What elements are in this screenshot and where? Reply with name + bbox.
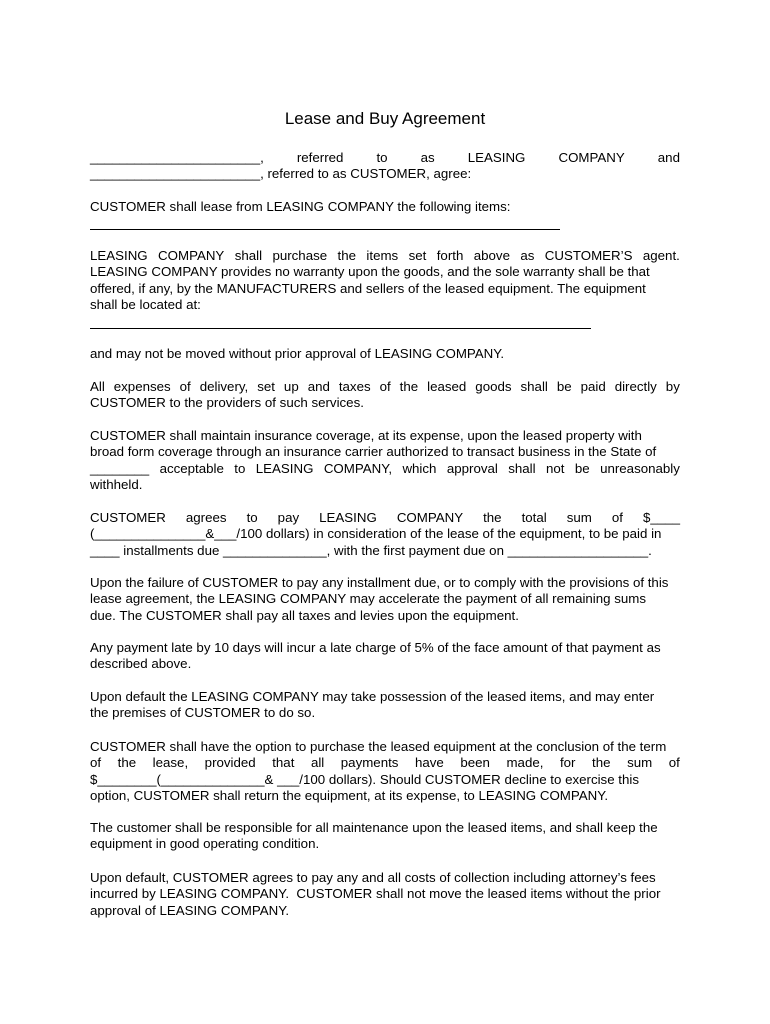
word: sum — [566, 510, 592, 525]
insurance-line-1: CUSTOMER shall maintain insurance coverage, at its expense, upon the leased property with — [90, 428, 642, 443]
expenses-paragraph — [90, 379, 680, 412]
word: pay — [277, 510, 300, 525]
maintenance-line-2: equipment in good operating condition. — [90, 836, 320, 852]
word: by — [665, 379, 680, 394]
payment-terms-paragraph — [90, 510, 680, 559]
purchase-option-paragraph — [90, 739, 680, 805]
insurance-line-3 — [90, 461, 680, 477]
word: COMPANY — [396, 510, 464, 525]
word: sum — [627, 755, 653, 771]
late-line-2: described above. — [90, 656, 192, 672]
word: the — [117, 755, 137, 771]
word: LEASING — [90, 248, 148, 263]
option-line-3: $________(______________& ___/100 dollars). Should CUSTOMER decline to exercise this — [90, 771, 639, 787]
word: LEASING — [319, 510, 377, 525]
word: and — [657, 150, 680, 165]
word: the — [337, 248, 357, 263]
word: purchase — [272, 248, 328, 263]
collection-line-1: Upon default, CUSTOMER agrees to pay any and all costs of collection including attorney’s fees — [90, 870, 656, 885]
word: to — [234, 460, 246, 476]
option-line-2 — [90, 755, 680, 771]
word: COMPANY — [558, 150, 625, 165]
lease-items-line: CUSTOMER shall lease from LEASING COMPANY the following items: — [90, 199, 511, 214]
word: ________ — [90, 460, 150, 476]
word: above — [473, 248, 510, 263]
failure-line-3: due. The CUSTOMER shall pay all taxes and levies upon the equipment. — [90, 607, 519, 623]
agent-line-1 — [90, 248, 680, 264]
word: shall — [234, 248, 263, 263]
word: all — [310, 755, 325, 771]
word: approval — [446, 460, 498, 476]
word: to — [246, 510, 258, 525]
possession-line-1: Upon default the LEASING COMPANY may take possession of the leased items, and may enter — [90, 689, 655, 704]
default-possession-paragraph — [90, 689, 680, 722]
word: shall — [508, 460, 536, 476]
word: paid — [580, 379, 606, 394]
word: leased — [427, 379, 467, 394]
word: of — [611, 510, 623, 525]
word: COMPANY — [158, 248, 225, 263]
failure-to-pay-paragraph — [90, 575, 680, 624]
word: which — [402, 460, 437, 476]
word: lease, — [152, 755, 189, 771]
word: and — [307, 379, 330, 394]
word: up — [283, 379, 299, 394]
word: the — [399, 379, 419, 394]
word: goods — [475, 379, 512, 394]
agent-line-3: offered, if any, by the MANUFACTURERS and sellers of the leased equipment. The equipment — [90, 280, 646, 296]
expenses-line-2: CUSTOMER to the providers of such services. — [90, 395, 364, 411]
word: agent. — [642, 248, 680, 263]
late-line-1: Any payment late by 10 days will incur a late charge of 5% of the face amount of that payment as — [90, 640, 661, 655]
word: of — [668, 755, 680, 771]
word: forth — [436, 248, 464, 263]
insurance-paragraph — [90, 428, 680, 494]
word: as — [420, 150, 435, 165]
no-move-paragraph — [90, 346, 680, 362]
word: LEASING — [467, 150, 526, 165]
possession-line-2: the premises of CUSTOMER to do so. — [90, 705, 316, 721]
word: be — [556, 379, 572, 394]
expenses-line-1 — [90, 379, 680, 395]
parties-line-2: _______________________, referred to as CUSTOMER, agree: — [90, 166, 472, 182]
insurance-line-2: broad form coverage through an insurance carrier authorized to transact business in the State of — [90, 444, 657, 460]
word: been — [460, 755, 490, 771]
word: COMPANY, — [323, 460, 393, 476]
word: LEASING — [255, 460, 314, 476]
word: agrees — [185, 510, 227, 525]
maintenance-line-1: The customer shall be responsible for all maintenance upon the leased items, and shall keep the — [90, 820, 658, 835]
word: All — [90, 379, 105, 394]
word: the — [483, 510, 502, 525]
payment-line-2: (_______________&___/100 dollars) in consideration of the lease of the equipment, to be paid in — [90, 526, 662, 542]
word: made, — [506, 755, 544, 771]
word: acceptable — [159, 460, 224, 476]
word: payments — [340, 755, 399, 771]
failure-line-1: Upon the failure of CUSTOMER to pay any installment due, or to comply with the provisions of this — [90, 575, 669, 590]
word: taxes — [338, 379, 371, 394]
collection-line-2: incurred by LEASING COMPANY. CUSTOMER shall not move the leased items without the prior — [90, 886, 661, 902]
collection-line-3: approval of LEASING COMPANY. — [90, 902, 290, 918]
word: unreasonably — [600, 460, 680, 476]
word: the — [592, 755, 611, 771]
word: $____ — [643, 510, 680, 525]
word: total — [521, 510, 547, 525]
document-title: Lease and Buy Agreement — [284, 109, 486, 128]
late-charge-paragraph — [90, 640, 680, 673]
insurance-line-4: withheld. — [90, 477, 143, 493]
word: directly — [614, 379, 657, 394]
word: referred — [296, 150, 344, 165]
collection-costs-paragraph — [90, 870, 680, 919]
word: of — [90, 755, 102, 771]
word: of — [379, 379, 391, 394]
word: CUSTOMER’S — [544, 248, 633, 263]
maintenance-paragraph — [90, 820, 680, 853]
parties-paragraph — [90, 150, 680, 183]
word: provided — [204, 755, 256, 771]
word: to — [376, 150, 388, 165]
lease-items-paragraph — [90, 199, 680, 215]
word: that — [272, 755, 295, 771]
option-line-1: CUSTOMER shall have the option to purchase the leased equipment at the conclusion of the term — [90, 739, 667, 754]
word: be — [574, 460, 590, 476]
word: as — [520, 248, 535, 263]
agent-paragraph — [90, 248, 680, 314]
option-line-4: option, CUSTOMER shall return the equipment, at its expense, to LEASING COMPANY. — [90, 788, 609, 804]
word: _______________________, — [90, 150, 264, 165]
word: set — [257, 379, 275, 394]
items-blank-line — [90, 229, 560, 230]
word: for — [559, 755, 576, 771]
failure-line-2: lease agreement, the LEASING COMPANY may accelerate the payment of all remaining sums — [90, 591, 647, 607]
payment-line-3: ____ installments due ______________, with the first payment due on ___________________. — [90, 542, 652, 558]
agent-line-4: shall be located at: — [90, 297, 201, 313]
word: expenses — [113, 379, 171, 394]
word: not — [545, 460, 565, 476]
word: of — [179, 379, 191, 394]
word: CUSTOMER — [90, 510, 166, 525]
payment-line-1 — [90, 510, 680, 526]
word: shall — [520, 379, 548, 394]
word: have — [414, 755, 444, 771]
agent-line-2: LEASING COMPANY provides no warranty upon the goods, and the sole warranty shall be that — [90, 264, 650, 280]
location-blank-line — [90, 328, 591, 329]
word: items — [366, 248, 399, 263]
word: set — [408, 248, 427, 263]
word: delivery, — [199, 379, 249, 394]
parties-line-1 — [90, 150, 680, 166]
no-move-line: and may not be moved without prior approval of LEASING COMPANY. — [90, 346, 505, 361]
